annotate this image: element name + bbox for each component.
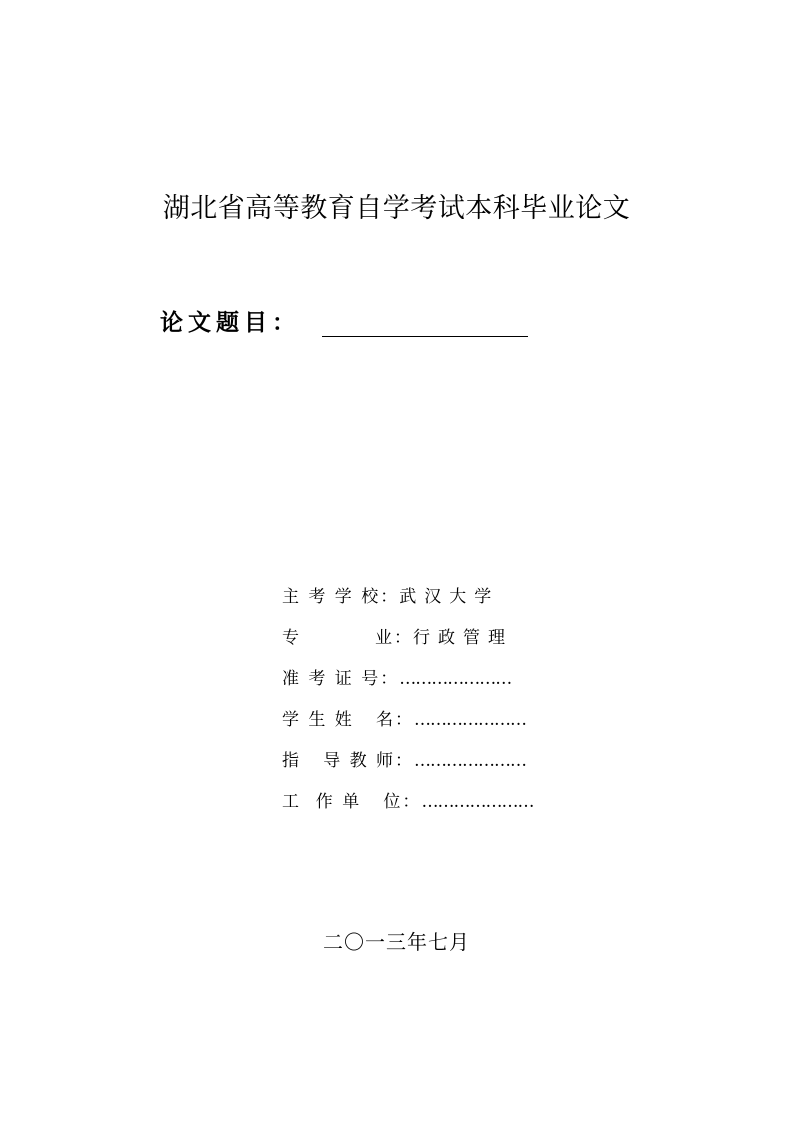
thesis-title-row: [160, 306, 528, 340]
advisor-label: 指 导 教 师：: [282, 750, 415, 771]
school-value: 武汉大学: [399, 586, 500, 607]
exam-id-value: …………………: [399, 668, 512, 689]
document-date: 二〇一三年七月: [323, 930, 470, 954]
thesis-title-blank-line: [322, 336, 528, 337]
unit-label: 工 作 单 位：: [282, 791, 422, 812]
info-row-unit: [282, 781, 602, 822]
thesis-title-label: 论文题目：: [160, 310, 300, 336]
student-info-list: [282, 576, 602, 822]
info-row-major: [282, 617, 602, 658]
advisor-value: …………………: [414, 750, 527, 771]
unit-value: …………………: [421, 791, 534, 812]
info-row-exam-id: [282, 658, 602, 699]
info-row-school: [282, 576, 602, 617]
school-label: 主 考 学 校：: [282, 586, 400, 607]
exam-id-label: 准 考 证 号：: [282, 668, 400, 689]
name-value: …………………: [414, 709, 527, 730]
name-label: 学 生 姓 名：: [282, 709, 415, 730]
document-title: 湖北省高等教育自学考试本科毕业论文: [162, 193, 631, 224]
info-row-name: [282, 699, 602, 740]
major-value: 行政管理: [413, 627, 514, 648]
info-row-advisor: [282, 740, 602, 781]
major-label: 专 业：: [282, 627, 414, 648]
